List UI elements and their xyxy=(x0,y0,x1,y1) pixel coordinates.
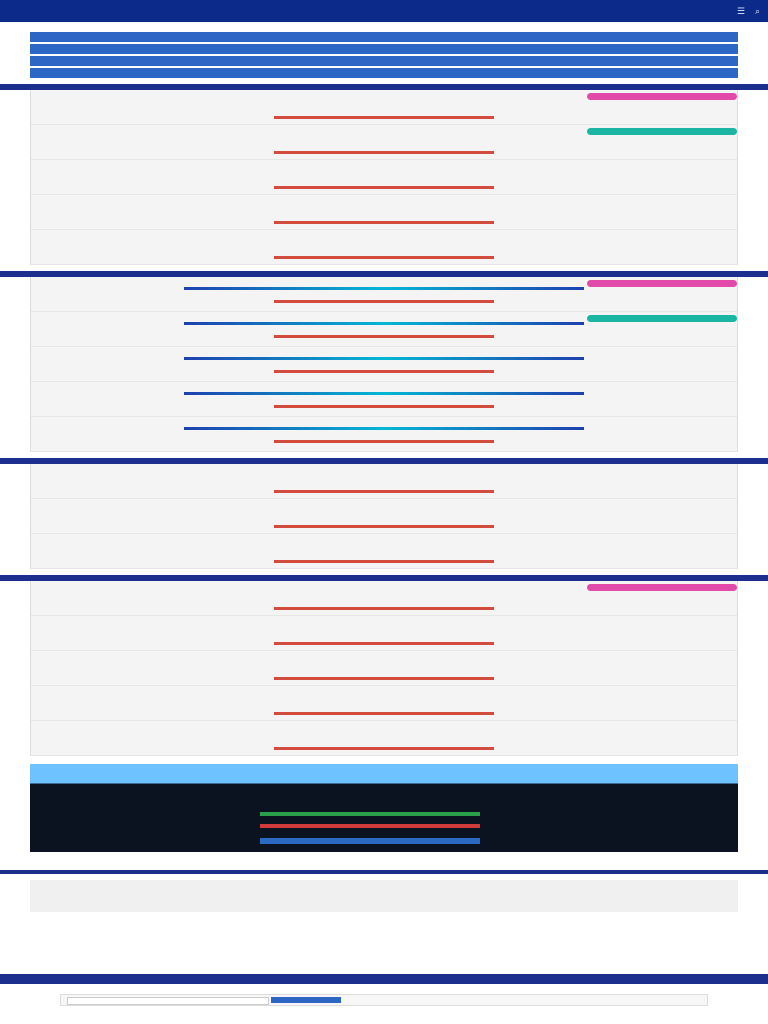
menu-icon[interactable]: ☰ xyxy=(736,5,745,16)
section-3 xyxy=(0,458,768,569)
quick-links xyxy=(30,32,738,78)
list-item[interactable] xyxy=(31,464,737,499)
info-paragraph xyxy=(30,880,738,912)
top-navigation xyxy=(0,0,768,22)
list-item[interactable] xyxy=(31,581,737,616)
promo-banner[interactable] xyxy=(30,764,738,852)
footer-submit-button[interactable] xyxy=(271,997,341,1003)
row-meta xyxy=(31,106,737,114)
page-title xyxy=(0,22,768,30)
section-body xyxy=(30,464,738,569)
list-item[interactable] xyxy=(31,230,737,265)
quick-link-1[interactable] xyxy=(30,32,738,42)
banner-bar-green xyxy=(260,812,480,816)
section-body xyxy=(30,581,738,756)
section-1 xyxy=(0,84,768,265)
list-item[interactable] xyxy=(31,277,737,312)
footer-form xyxy=(60,994,708,1006)
section-body xyxy=(30,277,738,452)
search-icon[interactable]: ⌕ xyxy=(754,5,760,16)
status-badge xyxy=(587,93,737,100)
list-item[interactable] xyxy=(31,651,737,686)
copyright xyxy=(0,1012,768,1022)
section-body xyxy=(30,90,738,265)
row-accent-bar xyxy=(274,116,494,119)
banner-button[interactable] xyxy=(260,838,480,844)
list-item[interactable] xyxy=(31,160,737,195)
list-item[interactable] xyxy=(31,195,737,230)
list-item[interactable] xyxy=(31,534,737,569)
list-item[interactable] xyxy=(31,347,737,382)
list-item[interactable] xyxy=(31,417,737,452)
status-badge xyxy=(587,128,737,135)
list-item[interactable] xyxy=(31,312,737,347)
list-item[interactable] xyxy=(31,721,737,756)
status-badge xyxy=(587,584,737,591)
list-item[interactable] xyxy=(31,90,737,125)
status-badge xyxy=(587,280,737,287)
list-item[interactable] xyxy=(31,125,737,160)
section-4 xyxy=(0,575,768,756)
section-2 xyxy=(0,271,768,452)
quick-link-3[interactable] xyxy=(30,56,738,66)
quick-link-2[interactable] xyxy=(30,44,738,54)
bottom-section-header xyxy=(0,870,768,874)
list-item[interactable] xyxy=(31,382,737,417)
list-item[interactable] xyxy=(31,499,737,534)
banner-bar-red xyxy=(260,824,480,828)
quick-link-4[interactable] xyxy=(30,68,738,78)
list-item[interactable] xyxy=(31,686,737,721)
list-item[interactable] xyxy=(31,616,737,651)
footer-input[interactable] xyxy=(67,997,269,1005)
status-badge xyxy=(587,315,737,322)
footer-navigation xyxy=(0,974,768,984)
